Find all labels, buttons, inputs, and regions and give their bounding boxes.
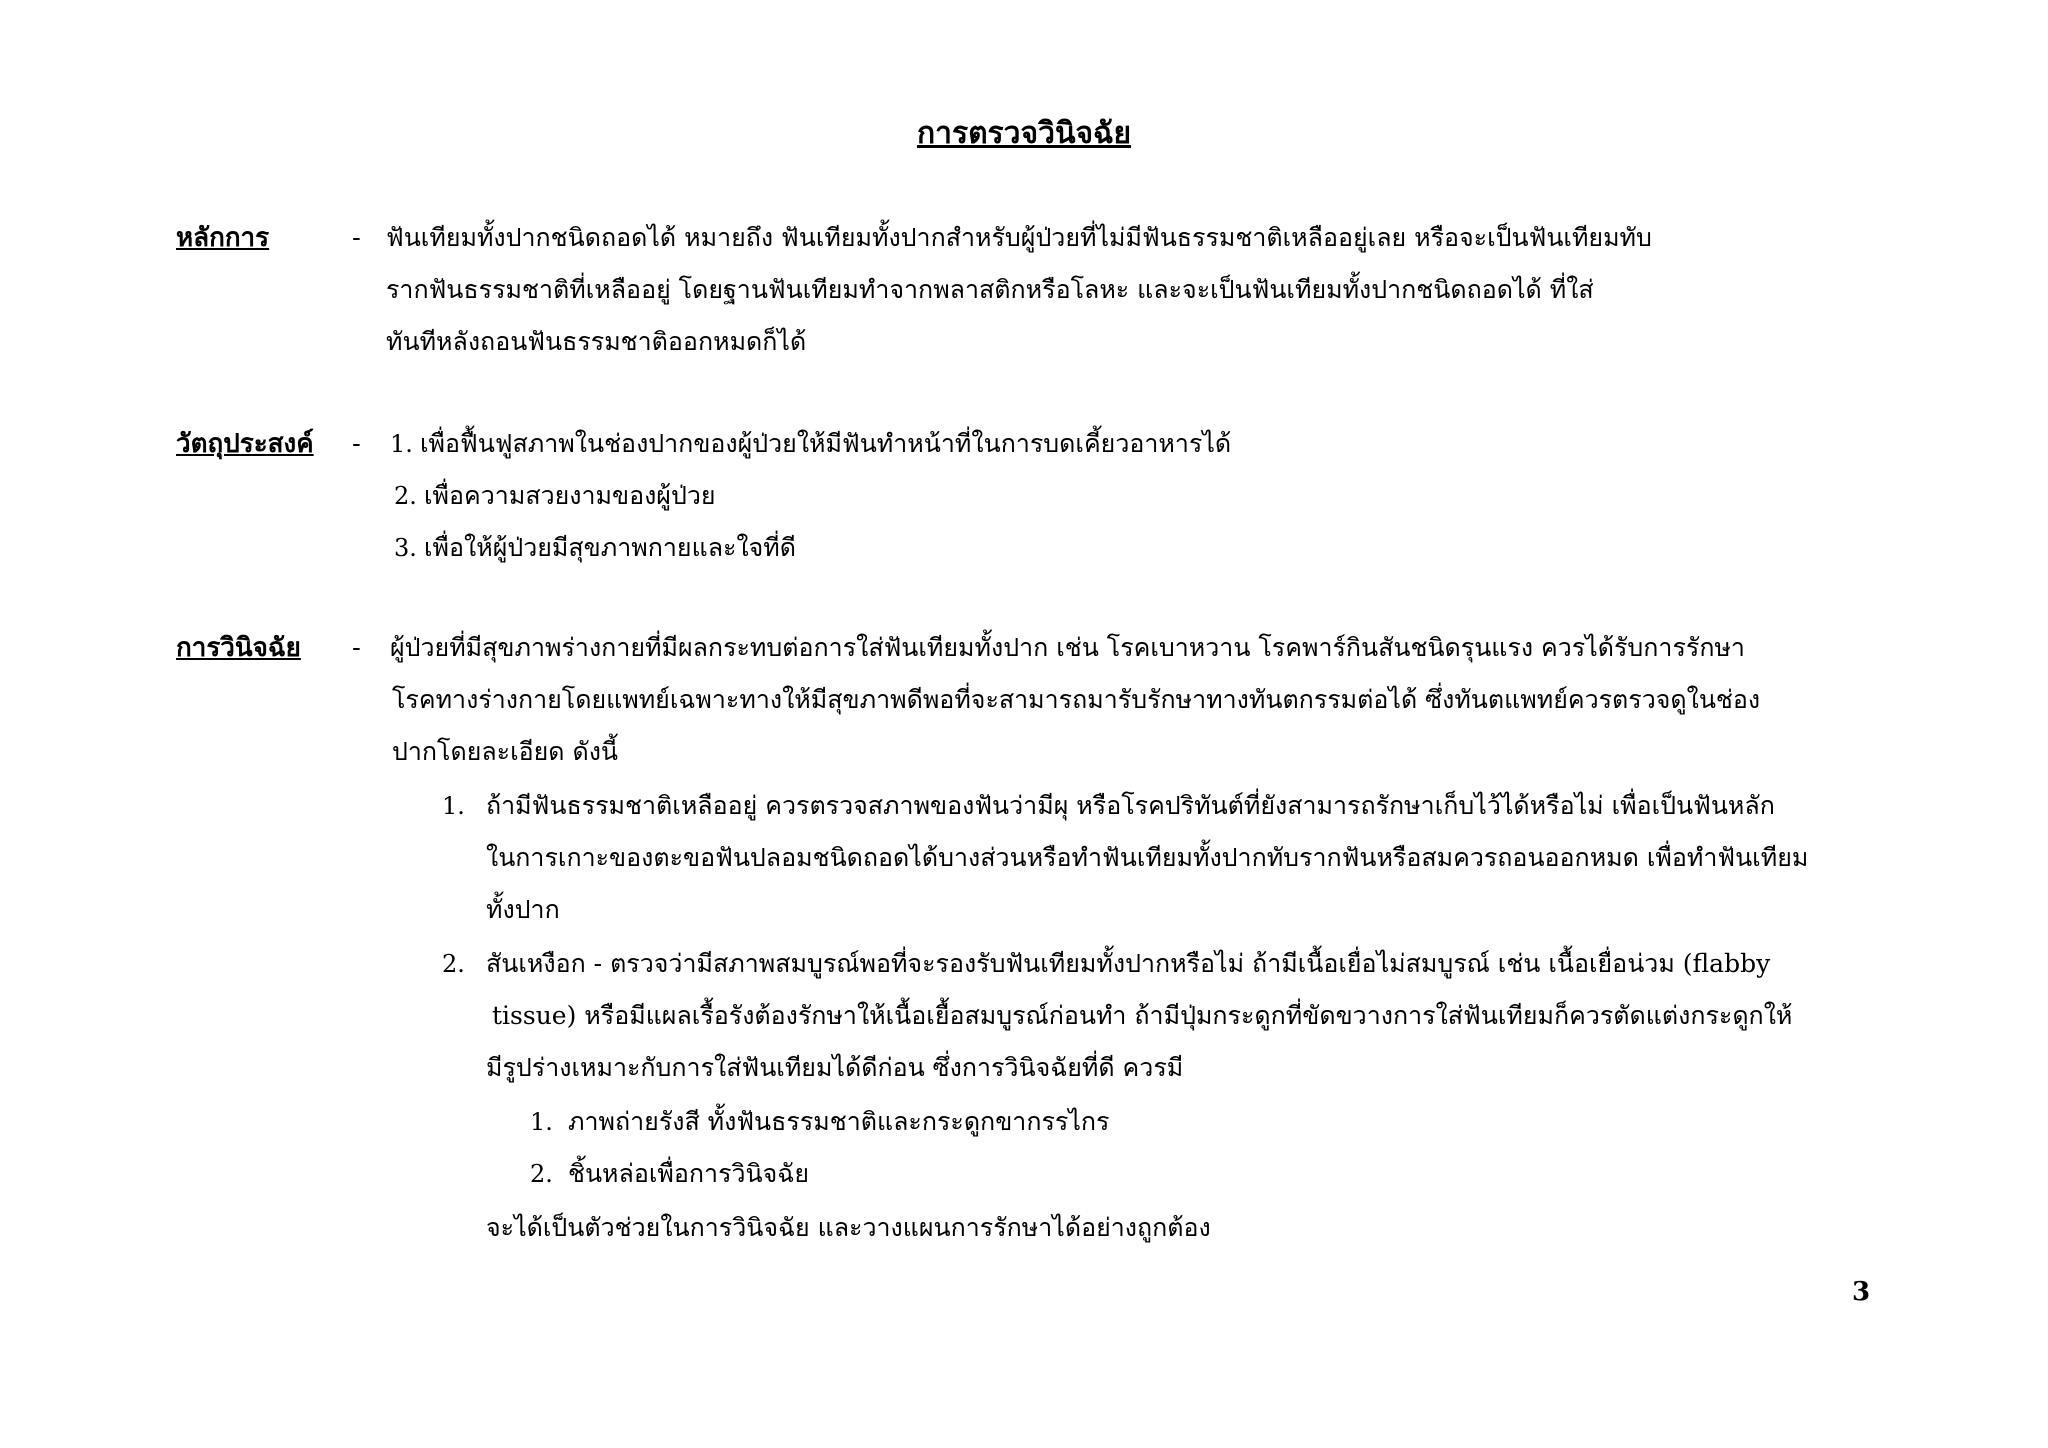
diagnosis-dash: - — [352, 633, 361, 663]
diagnosis-intro-line-2: โรคทางร่างกายโดยแพทย์เฉพาะทางให้มีสุขภาพดีพอที่จะสามารถมารับรักษาทางทันตกรรมต่อได้ ซึ่งทันตแพทย์ควรตรวจดูในช่อง — [392, 685, 1761, 714]
principle-line-1: ฟันเทียมทั้งปากชนิดถอดได้ หมายถึง ฟันเทียมทั้งปากสำหรับผู้ป่วยที่ไม่มีฟันธรรมชาติเหลืออยู่เลย หรือจะเป็นฟันเทียมทับ — [386, 223, 1652, 252]
diagnosis-item-2-line-2: tissue) หรือมีแผลเรื้อรังต้องรักษาให้เนื้อเยื้อสมบูรณ์ก่อนทำ ถ้ามีปุ่มกระดูกที่ขัดขวางการใส่ฟันเทียมก็ควรตัดแต่งกระดูกให้ — [492, 1001, 1793, 1030]
diagnosis-subitem-number-2: 2. — [530, 1160, 553, 1188]
principle-label: หลักการ — [176, 223, 270, 253]
diagnosis-item-1-line-3: ทั้งปาก — [486, 895, 560, 924]
page-title: การตรวจวินิจฉัย — [916, 116, 1132, 151]
objectives-dash: - — [352, 429, 361, 459]
objective-number-3: 3. — [394, 534, 417, 562]
diagnosis-intro-line-1: ผู้ป่วยที่มีสุขภาพร่างกายที่มีผลกระทบต่อการใส่ฟันเทียมทั้งปาก เช่น โรคเบาหวาน โรคพาร์กินสันชนิดรุนแรง ควรได้รับการรักษา — [390, 633, 1745, 662]
diagnosis-intro-line-3: ปากโดยละเอียด ดังนี้ — [392, 737, 619, 766]
objective-number-2: 2. — [394, 482, 417, 510]
diagnosis-item-number-1: 1. — [442, 792, 465, 820]
diagnosis-item-2-line-3: มีรูปร่างเหมาะกับการใส่ฟันเทียมได้ดีก่อน ซึ่งการวินิจฉัยที่ดี ควรมี — [486, 1053, 1184, 1082]
diagnosis-item-1-line-2: ในการเกาะของตะขอฟันปลอมชนิดถอดได้บางส่วนหรือทำฟันเทียมทั้งปากทับรากฟันหรือสมควรถอนออกหมด เพื่อทำฟันเทียม — [486, 843, 1809, 872]
diagnosis-label: การวินิจฉัย — [176, 633, 301, 663]
objective-text-1: เพื่อฟื้นฟูสภาพในช่องปากของผู้ป่วยให้มีฟันทำหน้าที่ในการบดเคี้ยวอาหารได้ — [420, 429, 1232, 458]
principle-line-3: ทันทีหลังถอนฟันธรรมชาติออกหมดก็ได้ — [386, 327, 807, 356]
page-number: 3 — [1852, 1277, 1871, 1307]
diagnosis-subitem-text-2: ชิ้นหล่อเพื่อการวินิจฉัย — [568, 1159, 809, 1188]
diagnosis-item-2-line-1: สันเหงือก - ตรวจว่ามีสภาพสมบูรณ์พอที่จะรองรับฟันเทียมทั้งปากหรือไม่ ถ้ามีเนื้อเยื่อไม่สมบูรณ์ เช่น เนื้อเยื่อน่วม (flabby — [486, 949, 1771, 978]
objective-text-2: เพื่อความสวยงามของผู้ป่วย — [424, 481, 716, 510]
diagnosis-subitem-text-1: ภาพถ่ายรังสี ทั้งฟันธรรมชาติและกระดูกขากรรไกร — [568, 1107, 1110, 1136]
objective-number-1: 1. — [390, 430, 413, 458]
diagnosis-item-1-line-1: ถ้ามีฟันธรรมชาติเหลืออยู่ ควรตรวจสภาพของฟันว่ามีผุ หรือโรคปริทันต์ที่ยังสามารถรักษาเก็บไว้ได้หรือไม่ เพื่อเป็นฟันหลัก — [486, 791, 1775, 820]
objective-text-3: เพื่อให้ผู้ป่วยมีสุขภาพกายและใจที่ดี — [424, 533, 797, 562]
principle-dash: - — [352, 223, 361, 253]
diagnosis-conclusion: จะได้เป็นตัวช่วยในการวินิจฉัย และวางแผนการรักษาได้อย่างถูกต้อง — [486, 1213, 1211, 1242]
objectives-label: วัตถุประสงค์ — [176, 429, 314, 459]
diagnosis-subitem-number-1: 1. — [530, 1108, 553, 1136]
principle-line-2: รากฟันธรรมชาติที่เหลืออยู่ โดยฐานฟันเทียมทำจากพลาสติกหรือโลหะ และจะเป็นฟันเทียมทั้งปากชนิดถอดได้ ที่ใส่ — [386, 275, 1594, 304]
diagnosis-item-number-2: 2. — [442, 950, 465, 978]
